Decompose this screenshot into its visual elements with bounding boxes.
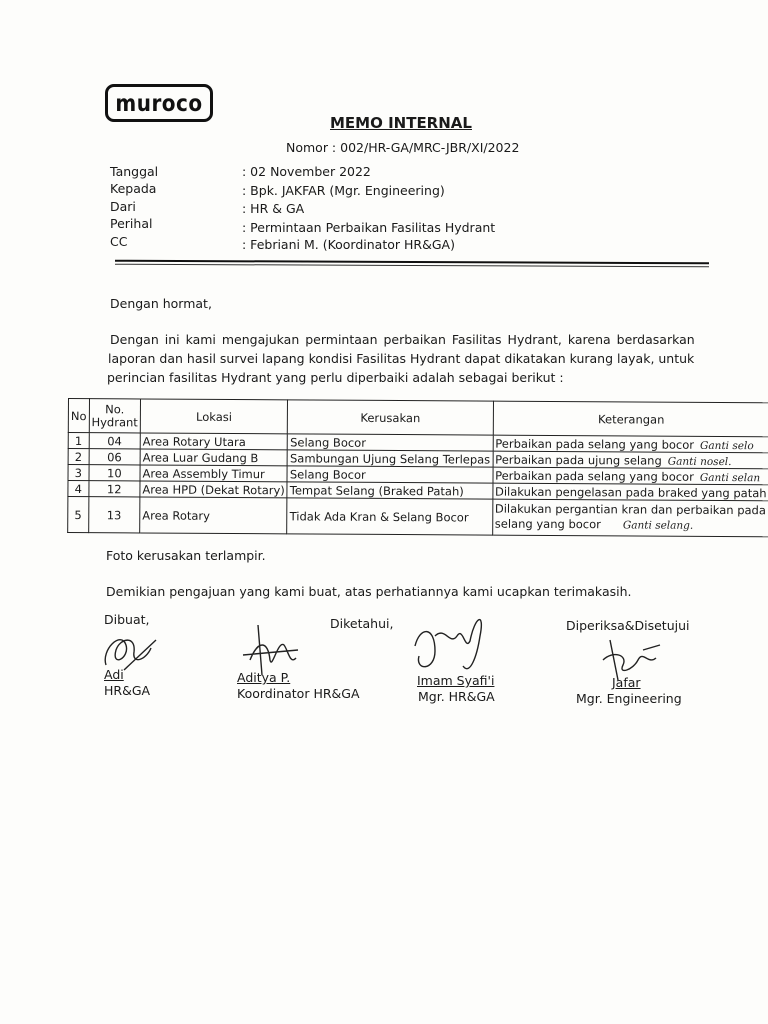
perihal-label: Perihal	[110, 216, 153, 231]
tanggal-label: Tanggal	[110, 164, 159, 179]
row-no: 1	[68, 433, 89, 449]
row-kerusakan: Selang Bocor	[287, 466, 492, 483]
row-lokasi: Area Rotary	[140, 497, 288, 534]
table-row	[68, 497, 768, 537]
col-lokasi-header: Lokasi	[140, 399, 288, 434]
keterangan-text-line2: selang yang bocor	[494, 516, 601, 532]
signature-imam	[405, 606, 495, 681]
handwritten-note: Ganti nosel.	[667, 455, 732, 468]
row-kerusakan: Tidak Ada Kran & Selang Bocor	[287, 498, 492, 535]
row-kerusakan: Tempat Selang (Braked Patah)	[287, 482, 492, 499]
row-hydrant: 04	[89, 433, 140, 449]
dibuat-label: Dibuat,	[104, 612, 150, 627]
keterangan-text: Perbaikan pada selang yang bocor	[495, 468, 694, 484]
cc-label: CC	[110, 234, 128, 249]
row-keterangan	[493, 451, 768, 469]
keterangan-text: Dilakukan pengelasan pada braked yang patah	[494, 484, 767, 500]
row-hydrant: 13	[88, 497, 140, 533]
row-no: 2	[68, 449, 89, 465]
closing-text: Demikian pengajuan yang kami buat, atas perhatiannya kami ucapkan terimakasih.	[106, 584, 632, 599]
keterangan-text: Perbaikan pada selang yang bocor	[495, 436, 695, 452]
handwritten-note: Ganti selan	[699, 471, 761, 484]
row-no: 5	[68, 497, 89, 533]
row-hydrant: 10	[89, 465, 140, 481]
signer-3-name: Imam Syafi'i	[417, 673, 495, 688]
row-lokasi: Area HPD (Dekat Rotary)	[140, 481, 287, 498]
row-lokasi: Area Rotary Utara	[140, 433, 287, 450]
logo-text: muroco	[115, 89, 203, 117]
dari-label: Dari	[110, 199, 136, 214]
signer-3-role: Mgr. HR&GA	[418, 689, 495, 704]
row-hydrant: 12	[89, 481, 140, 497]
row-lokasi: Area Luar Gudang B	[140, 449, 287, 466]
hydrant-table	[67, 398, 768, 537]
signer-1-role: HR&GA	[104, 683, 151, 698]
keterangan-text-line1: Dilakukan pergantian kran dan perbaikan pada	[494, 501, 766, 518]
signer-1-name: Adi	[104, 667, 124, 682]
signer-4-role: Mgr. Engineering	[576, 691, 682, 706]
handwritten-note: Ganti selang.	[622, 519, 694, 532]
row-keterangan	[493, 435, 768, 453]
row-kerusakan: Sambungan Ujung Selang Terlepas	[287, 450, 492, 467]
diperiksa-label: Diperiksa&Disetujui	[566, 618, 690, 633]
col-hydrant-header: No. Hydrant	[89, 399, 141, 433]
row-no: 3	[68, 465, 89, 481]
row-keterangan	[492, 483, 768, 501]
signer-4-name: Jafar	[612, 675, 641, 690]
cc-value: : Febriani M. (Koordinator HR&GA)	[242, 237, 455, 252]
header-divider-thin	[115, 264, 709, 268]
handwritten-note: Ganti selo	[700, 439, 754, 452]
perihal-value: : Permintaan Perbaikan Fasilitas Hydrant	[242, 220, 496, 235]
row-no: 4	[68, 481, 89, 497]
col-keterangan-header: Keterangan	[493, 401, 768, 437]
kepada-label: Kepada	[110, 181, 157, 196]
tanggal-value: : 02 November 2022	[242, 164, 371, 179]
signer-2-role: Koordinator HR&GA	[237, 686, 360, 701]
greeting: Dengan hormat,	[110, 296, 212, 311]
signer-2-name: Aditya P.	[237, 670, 291, 685]
kepada-value: : Bpk. JAKFAR (Mgr. Engineering)	[242, 183, 445, 198]
intro-line-1: Dengan ini kami mengajukan permintaan perbaikan Fasilitas Hydrant, karena berdasarkan	[110, 332, 695, 347]
row-keterangan	[492, 499, 768, 537]
foto-note: Foto kerusakan terlampir.	[106, 548, 266, 563]
diketahui-label: Diketahui,	[330, 616, 394, 631]
memo-number: Nomor : 002/HR-GA/MRC-JBR/XI/2022	[286, 140, 520, 155]
col-no-header: No	[68, 399, 89, 433]
dari-value: : HR & GA	[242, 201, 305, 216]
table-header-row	[68, 399, 768, 437]
col-kerusakan-header: Kerusakan	[288, 400, 493, 435]
memo-title: MEMO INTERNAL	[330, 114, 472, 132]
row-keterangan	[493, 467, 768, 485]
intro-line-2: laporan dan hasil survei lapang kondisi Fasilitas Hydrant dapat dikatakan kurang layak, untuk	[108, 351, 695, 366]
row-lokasi: Area Assembly Timur	[140, 465, 287, 482]
company-logo	[105, 84, 213, 122]
intro-line-3: perincian fasilitas Hydrant yang perlu diperbaiki adalah sebagai berikut :	[107, 370, 564, 385]
row-kerusakan: Selang Bocor	[288, 434, 493, 451]
keterangan-text: Perbaikan pada ujung selang	[495, 452, 662, 468]
row-hydrant: 06	[89, 449, 140, 465]
